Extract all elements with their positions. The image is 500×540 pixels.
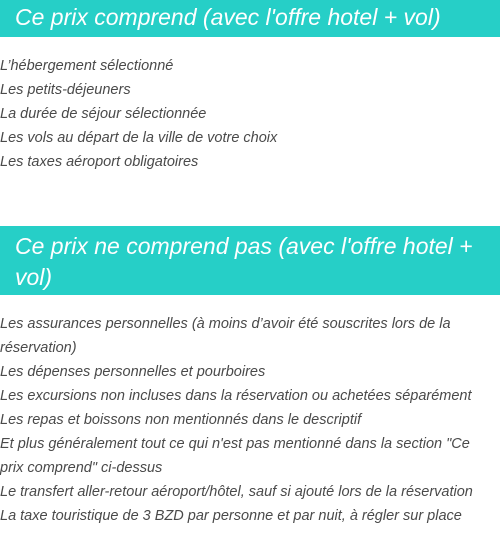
excluded-item-personal-expenses: Les dépenses personnelles et pourboires (0, 364, 266, 380)
included-item-breakfasts: Les petits-déjeuners (0, 82, 131, 98)
excluded-item-not-mentioned: Et plus généralement tout ce qui n'est pas mentionné dans la section "Ce prix comprend" ci-dessus (0, 436, 470, 476)
excluded-item-transfer: Le transfert aller-retour aéroport/hôtel, sauf si ajouté lors de la réservation (0, 484, 473, 500)
included-section (0, 0, 500, 174)
excluded-item-tourist-tax: La taxe touristique de 3 BZD par personne et par nuit, à régler sur place (0, 508, 462, 524)
excluded-section (0, 226, 500, 528)
excluded-list (0, 312, 500, 528)
excluded-section-title: Ce prix ne comprend pas (avec l'offre hotel + vol) (0, 226, 500, 295)
excluded-item-insurance: Les assurances personnelles (à moins d’avoir été souscrites lors de la réservation) (0, 316, 451, 356)
excluded-item-meals-drinks: Les repas et boissons non mentionnés dans le descriptif (0, 412, 362, 428)
included-item-airport-taxes: Les taxes aéroport obligatoires (0, 154, 199, 170)
included-item-accommodation: L’hébergement sélectionné (0, 58, 174, 74)
included-item-flights: Les vols au départ de la ville de votre choix (0, 130, 278, 146)
included-item-stay-duration: La durée de séjour sélectionnée (0, 106, 207, 122)
excluded-item-excursions: Les excursions non incluses dans la réservation ou achetées séparément (0, 388, 472, 404)
included-section-title: Ce prix comprend (avec l'offre hotel + vol) (0, 0, 500, 37)
included-list (0, 54, 500, 174)
